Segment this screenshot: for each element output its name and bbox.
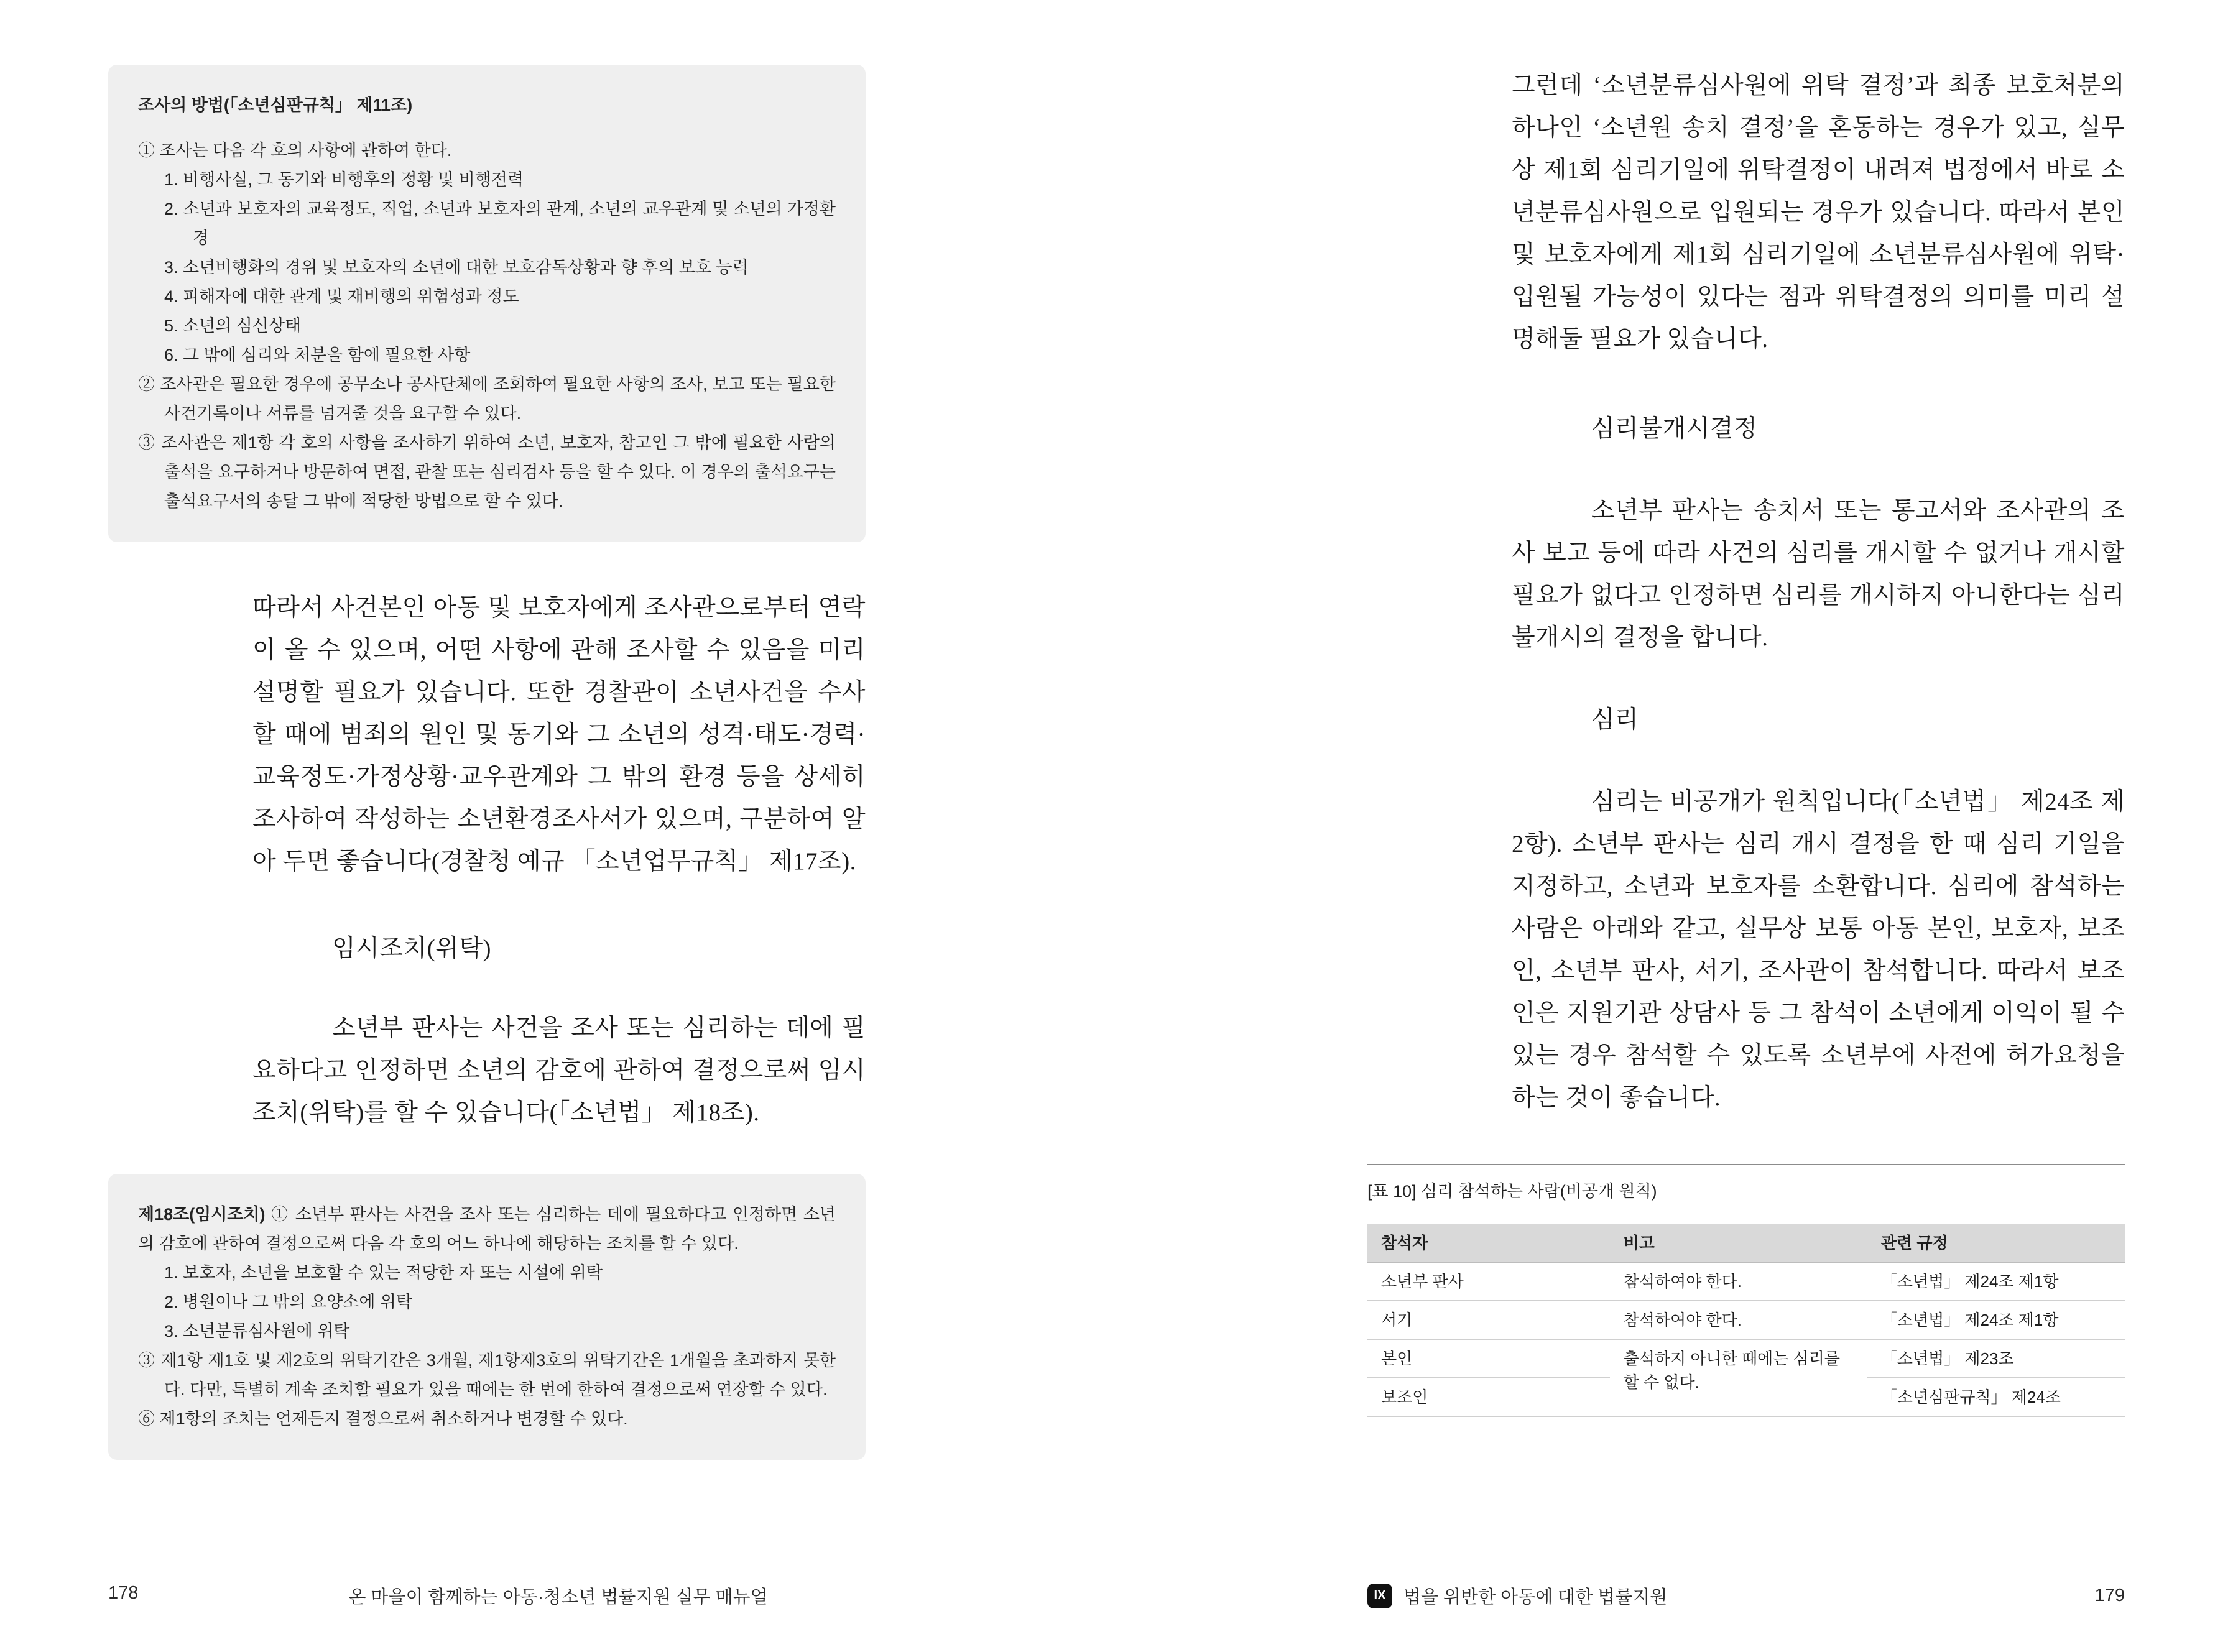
statute-subitem-1: 1. 보호자, 소년을 보호할 수 있는 적당한 자 또는 시설에 위탁 <box>164 1263 603 1282</box>
cell-note: 참석하여야 한다. <box>1610 1301 1867 1339</box>
statute-subitem-1: 1. 비행사실, 그 동기와 비행후의 정황 및 비행전력 <box>164 170 524 189</box>
column-header-participant: 참석자 <box>1367 1224 1610 1262</box>
cell-participant: 서기 <box>1367 1301 1610 1339</box>
statute-article-intro-text: ① 소년부 판사는 사건을 조사 또는 심리하는 데에 필요하다고 인정하면 소년의 감호에 관하여 결정으로써 다음 각 호의 어느 하나에 해당하는 조치를 할 수 있다. <box>138 1205 836 1253</box>
cell-rule: 「소년심판규칙」 제24조 <box>1867 1378 2125 1416</box>
book-title: 온 마을이 함께하는 아동·청소년 법률지원 실무 매뉴얼 <box>348 1587 768 1607</box>
column-header-note: 비고 <box>1610 1224 1867 1262</box>
statute-subitem-6: 6. 그 밖에 심리와 처분을 함에 필요한 사항 <box>164 346 471 364</box>
statute-subitem-3: 3. 소년분류심사원에 위탁 <box>164 1322 350 1341</box>
statute-box-article-18 <box>108 1174 866 1460</box>
table-header-row <box>1367 1224 2125 1262</box>
cell-rule: 「소년법」 제24조 제1항 <box>1867 1262 2125 1301</box>
cell-note-merged: 출석하지 아니한 때에는 심리를 할 수 없다. <box>1610 1339 1867 1416</box>
statute-clause-3: ③ 제1항 제1호 및 제2호의 위탁기간은 3개월, 제1항제3호의 위탁기간은 1개월을 초과하지 못한다. 다만, 특별히 계속 조치할 필요가 있을 때에는 한 번에 한하여 결정으로써 연장할 수 있다. <box>138 1351 836 1399</box>
statute-subitem-2: 2. 병원이나 그 밖의 요양소에 위탁 <box>164 1293 413 1311</box>
page-number-left: 178 <box>108 1583 139 1603</box>
cell-rule: 「소년법」 제24조 제1항 <box>1867 1301 2125 1339</box>
right-page-content <box>1367 65 2125 1417</box>
paragraph-temporary-measures: 소년부 판사는 사건을 조사 또는 심리하는 데에 필요하다고 인정하면 소년의 감호에 관하여 결정으로써 임시조치(위탁)를 할 수 있습니다(「소년법」 제18조). <box>252 1015 866 1126</box>
right-body-column <box>1512 65 2125 1119</box>
cell-participant: 소년부 판사 <box>1367 1262 1610 1301</box>
statute-subitem-4: 4. 피해자에 대한 관계 및 재비행의 위험성과 정도 <box>164 287 519 306</box>
statute-clause-3: ③ 조사관은 제1항 각 호의 사항을 조사하기 위하여 소년, 보호자, 참고인 그 밖에 필요한 사람의 출석을 요구하거나 방문하여 면접, 관찰 또는 심리검사 등을 할 수 있다. 이 경우의 출석요구는 출석요구서의 송달 그 밖에 적당한 방법으로 할 수 있다. <box>138 433 836 510</box>
cell-participant: 보조인 <box>1367 1378 1610 1416</box>
cell-note: 참석하여야 한다. <box>1610 1262 1867 1301</box>
statute-box-investigation-method <box>108 65 866 542</box>
section-heading-temporary-measures: 임시조치(위탁) <box>332 935 492 962</box>
section-heading-no-hearing-decision: 심리불개시결정 <box>1591 415 1758 442</box>
statute-box-title: 조사의 방법(「소년심판규칙」 제11조) <box>138 96 413 114</box>
cell-participant: 본인 <box>1367 1339 1610 1378</box>
page-number-right: 179 <box>2094 1585 2125 1605</box>
left-body-column <box>252 587 866 1134</box>
statute-article-intro <box>138 1200 836 1258</box>
chapter-title: 법을 위반한 아동에 대한 법률지원 <box>1403 1587 1668 1607</box>
paragraph-investigation-advice: 따라서 사건본인 아동 및 보호자에게 조사관으로부터 연락이 올 수 있으며, 어떤 사항에 관해 조사할 수 있음을 미리 설명할 필요가 있습니다. 또한 경찰관이 소년사건을 수사할 때에 범죄의 원인 및 동기와 그 소년의 성격·태도·경력·교육정도·가정상황·교우관계와 그 밖의 환경 등을 상세히 조사하여 작성하는 소년환경조사서가 있으며, 구분하여 알아 두면 좋습니다(경찰청 예규 「소년업무규칙」 제17조). <box>252 594 866 875</box>
column-header-rule: 관련 규정 <box>1867 1224 2125 1262</box>
section-heading-hearing: 심리 <box>1591 706 1639 733</box>
right-page-footer <box>1367 1583 2125 1608</box>
hearing-participants-table <box>1367 1224 2125 1417</box>
statute-clause-6: ⑥ 제1항의 조치는 언제든지 결정으로써 취소하거나 변경할 수 있다. <box>138 1410 628 1428</box>
paragraph-hearing: 심리는 비공개가 원칙입니다(「소년법」 제24조 제2항). 소년부 판사는 심리 개시 결정을 한 때 심리 기일을 지정하고, 소년과 보호자를 소환합니다. 심리에 참석하는 사람은 아래와 같고, 실무상 보통 아동 본인, 보호자, 보조인, 소년부 판사, 서기, 조사관이 참석합니다. 따라서 보조인은 지원기관 상담사 등 그 참석이 소년에게 이익이 될 수 있는 경우 참석할 수 있도록 소년부에 사전에 허가요청을 하는 것이 좋습니다. <box>1512 788 2125 1111</box>
statute-clause-2: ② 조사관은 필요한 경우에 공무소나 공사단체에 조회하여 필요한 사항의 조사, 보고 또는 필요한 사건기록이나 서류를 넘겨줄 것을 요구할 수 있다. <box>138 375 836 423</box>
hearing-participants-table-block <box>1367 1164 2125 1417</box>
paragraph-commitment-decision: 그런데 ‘소년분류심사원에 위탁 결정’과 최종 보호처분의 하나인 ‘소년원 송치 결정’을 혼동하는 경우가 있고, 실무상 제1회 심리기일에 위탁결정이 내려져 법정에서 바로 소년분류심사원으로 입원되는 경우가 있습니다. 따라서 본인 및 보호자에게 제1회 심리기일에 소년분류심사원에 위탁·입원될 가능성이 있다는 점과 위탁결정의 의미를 미리 설명해둘 필요가 있습니다. <box>1512 72 2125 353</box>
statute-clause-1: ① 조사는 다음 각 호의 사항에 관하여 한다. <box>138 141 452 160</box>
table-row-judge <box>1367 1262 2125 1301</box>
page-left <box>0 0 1116 1652</box>
chapter-indicator <box>1367 1583 1667 1608</box>
page-right <box>1117 0 2233 1652</box>
statute-article-title: 제18조(임시조치) <box>138 1205 266 1224</box>
cell-rule: 「소년법」 제23조 <box>1867 1339 2125 1378</box>
table-row-minor <box>1367 1339 2125 1378</box>
statute-subitem-2: 2. 소년과 보호자의 교육정도, 직업, 소년과 보호자의 관계, 소년의 교우관계 및 소년의 가정환경 <box>164 200 836 247</box>
statute-subitem-5: 5. 소년의 심신상태 <box>164 316 302 335</box>
chapter-number-badge: IX <box>1367 1584 1392 1608</box>
table-caption: [표 10] 심리 참석하는 사람(비공개 원칙) <box>1367 1164 2125 1202</box>
left-page-content <box>108 65 866 1460</box>
left-page-footer <box>0 1583 1116 1608</box>
table-row-clerk <box>1367 1301 2125 1339</box>
statute-subitem-3: 3. 소년비행화의 경위 및 보호자의 소년에 대한 보호감독상황과 향 후의 보호 능력 <box>164 258 749 277</box>
paragraph-no-hearing-decision: 소년부 판사는 송치서 또는 통고서와 조사관의 조사 보고 등에 따라 사건의 심리를 개시할 수 없거나 개시할 필요가 없다고 인정하면 심리를 개시하지 아니한다는 심리 불개시의 결정을 합니다. <box>1512 497 2125 651</box>
